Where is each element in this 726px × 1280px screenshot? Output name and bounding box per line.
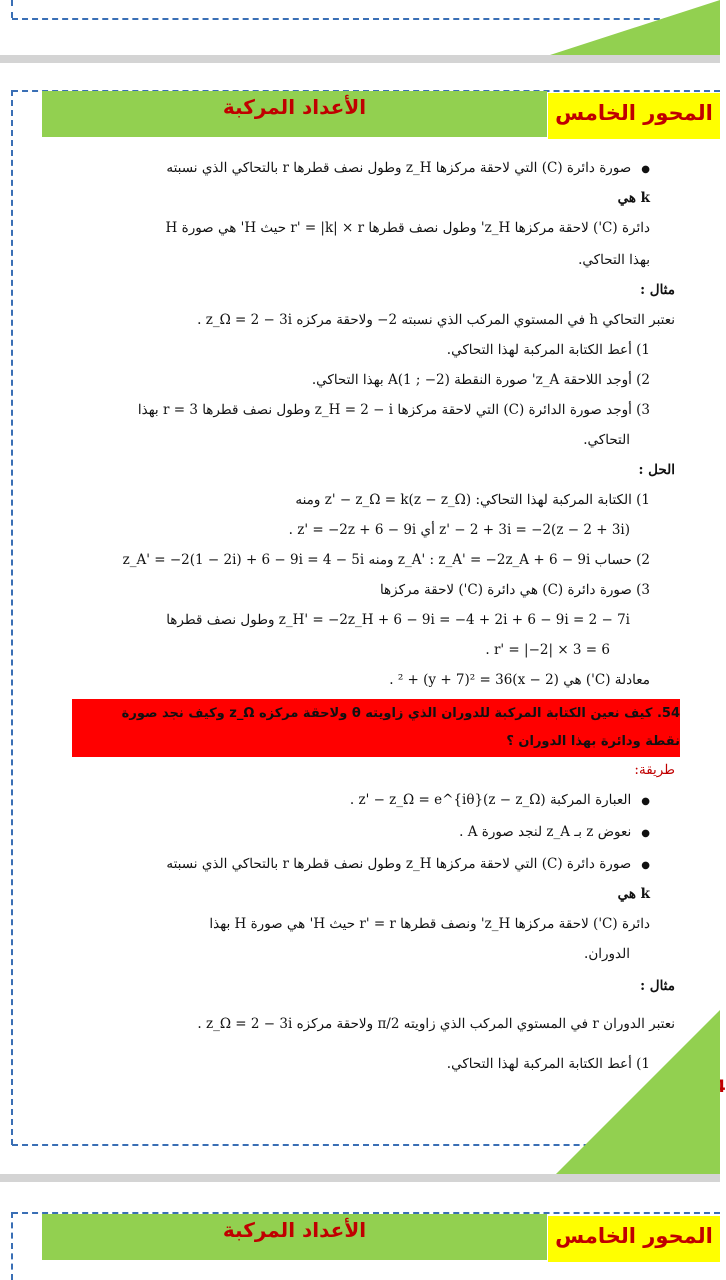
question-title-cont: نقطة ودائرة بهذا الدوران ؟	[506, 734, 680, 749]
method-bullet: ● العبارة المركبة z' − z_Ω = e^{iθ}(z − z_Ω) .	[40, 792, 650, 808]
page-gap	[0, 1174, 720, 1182]
solution-step: r' = |−2| × 3 = 6 .	[485, 642, 610, 658]
header-title-bar-next	[42, 1214, 547, 1260]
page-border-left	[11, 90, 13, 1145]
bullet-text-cont: دائرة (C') لاحقة مركزها z_H' وطول نصف قطرها r' = |k| × r حيث H' هي صورة H	[165, 220, 650, 236]
page-title-next: الأعداد المركبة	[222, 1218, 367, 1242]
header-title-bar	[42, 91, 547, 137]
solution-step: z' − 2 + 3i = −2(z − 2 + 3i) أي z' = −2z + 6 − 9i .	[288, 522, 630, 538]
method-bullet-cont: الدوران.	[584, 946, 630, 962]
solution-label: الحل :	[638, 462, 675, 478]
example-question: 2) أوجد اللاحقة z_A' صورة النقطة A(1 ; −2) بهذا التحاكي.	[311, 372, 650, 388]
page-border-left-next	[11, 1212, 13, 1280]
question-title: 54. كيف نعين الكتابة المركبة للدوران الذي زاويته θ ولاحقة مركزه z_Ω وكيف نجد صورة	[121, 706, 680, 721]
bullet-text-cont: k هي	[617, 190, 650, 206]
axis-label: المحور الخامس	[555, 101, 713, 125]
example-label: مثال :	[640, 978, 675, 994]
example-statement: نعتبر الدوران r في المستوي المركب الذي زاويته π/2 ولاحقة مركزه z_Ω = 2 − 3i .	[197, 1016, 675, 1032]
axis-label-next: المحور الخامس	[555, 1224, 713, 1248]
solution-step: معادلة (C') هي (x − 2)² + (y + 7)² = 36 .	[389, 672, 650, 688]
corner-decoration	[550, 1010, 720, 1180]
solution-step: 2) حساب z_A' : z_A' = −2z_A + 6 − 9i ومنه z_A' = −2(1 − 2i) + 6 − 9i = 4 − 5i	[122, 552, 650, 568]
bullet-text-cont: بهذا التحاكي.	[578, 252, 650, 268]
method-bullet: ● صورة دائرة (C) التي لاحقة مركزها z_H وطول نصف قطرها r بالتحاكي الذي نسبته	[40, 856, 650, 872]
page-border-left-prev	[11, 0, 13, 18]
method-bullet: ● نعوض z بـ z_A لنجد صورة A .	[40, 824, 650, 840]
page-gap	[0, 55, 720, 63]
example-question: 3) أوجد صورة الدائرة (C) التي لاحقة مركزها z_H = 2 − i وطول نصف قطرها r = 3 بهذا	[137, 402, 650, 418]
corner-decoration	[550, 0, 720, 55]
method-bullet-cont: دائرة (C') لاحقة مركزها z_H' ونصف قطرها r' = r حيث H' هي صورة H بهذا	[209, 916, 650, 932]
page-number: 44	[702, 1077, 726, 1097]
solution-step: 3) صورة دائرة (C) هي دائرة (C') لاحقة مركزها	[379, 582, 650, 598]
solution-step: z_H' = −2z_H + 6 − 9i = −4 + 2i + 6 − 9i = 2 − 7i وطول نصف قطرها	[166, 612, 630, 628]
example-question: 1) أعط الكتابة المركبة لهذا التحاكي.	[446, 342, 650, 358]
example-question: 1) أعط الكتابة المركبة لهذا التحاكي.	[446, 1056, 650, 1072]
method-label: طريقة:	[634, 762, 675, 778]
method-bullet-cont: k هي	[617, 886, 650, 902]
header-axis-box-next	[548, 1216, 720, 1262]
example-label: مثال :	[640, 282, 675, 298]
header-axis-box	[548, 93, 720, 139]
example-question: التحاكي.	[583, 432, 630, 448]
page-title: الأعداد المركبة	[222, 95, 367, 119]
example-statement: نعتبر التحاكي h في المستوي المركب الذي نسبته 2− ولاحقة مركزه z_Ω = 2 − 3i .	[197, 312, 675, 328]
solution-step: 1) الكتابة المركبة لهذا التحاكي: z' − z_Ω = k(z − z_Ω) ومنه	[295, 492, 650, 508]
bullet-text: ● صورة دائرة (C) التي لاحقة مركزها z_H وطول نصف قطرها r بالتحاكي الذي نسبته	[40, 160, 650, 176]
